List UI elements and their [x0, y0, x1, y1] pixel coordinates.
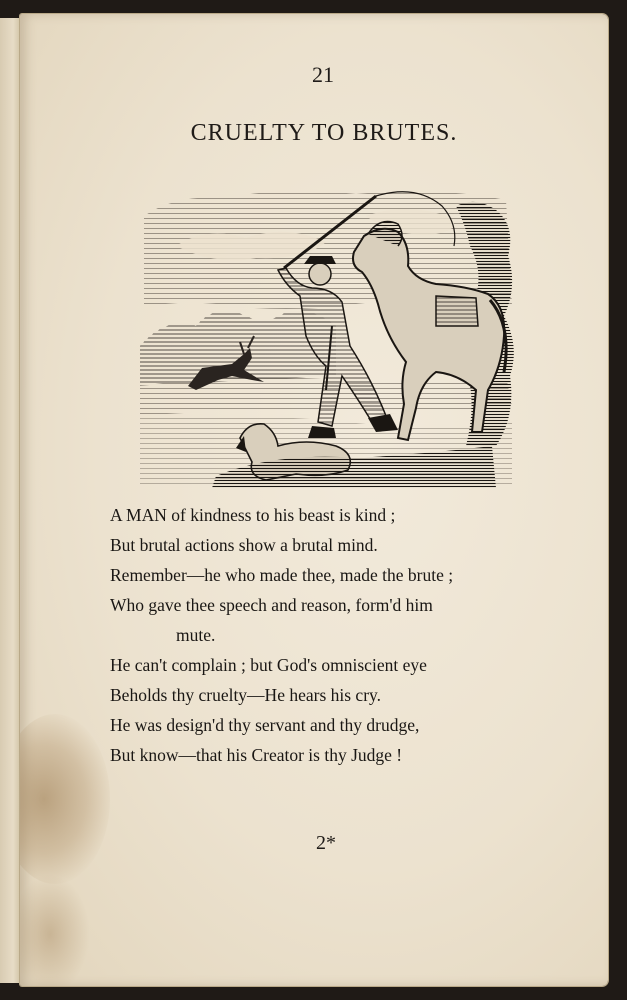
poem [110, 500, 580, 770]
water-stain-lower [20, 874, 90, 986]
page-number: 21 [312, 62, 334, 87]
book-page [20, 14, 608, 986]
poem-line: Beholds thy cruelty—He hears his cry. [110, 685, 382, 705]
poem-line: But brutal actions show a brutal mind. [110, 535, 378, 555]
poem-line: He was design'd thy servant and thy drudge, [110, 715, 420, 735]
woodcut-man-whipping-horse-icon [136, 176, 518, 488]
poem-line: A MAN of kindness to his beast is kind ; [110, 505, 396, 525]
poem-line: Who gave thee speech and reason, form'd him [110, 595, 433, 615]
signature-mark: 2* [316, 832, 336, 854]
poem-line: mute. [176, 625, 216, 645]
poem-line: He can't complain ; but God's omniscient eye [110, 655, 427, 675]
water-stain [20, 714, 110, 884]
poem-line: Remember—he who made thee, made the brute ; [110, 565, 454, 585]
page-title: CRUELTY TO BRUTES. [190, 120, 458, 146]
poem-line: But know—that his Creator is thy Judge ! [110, 745, 403, 765]
